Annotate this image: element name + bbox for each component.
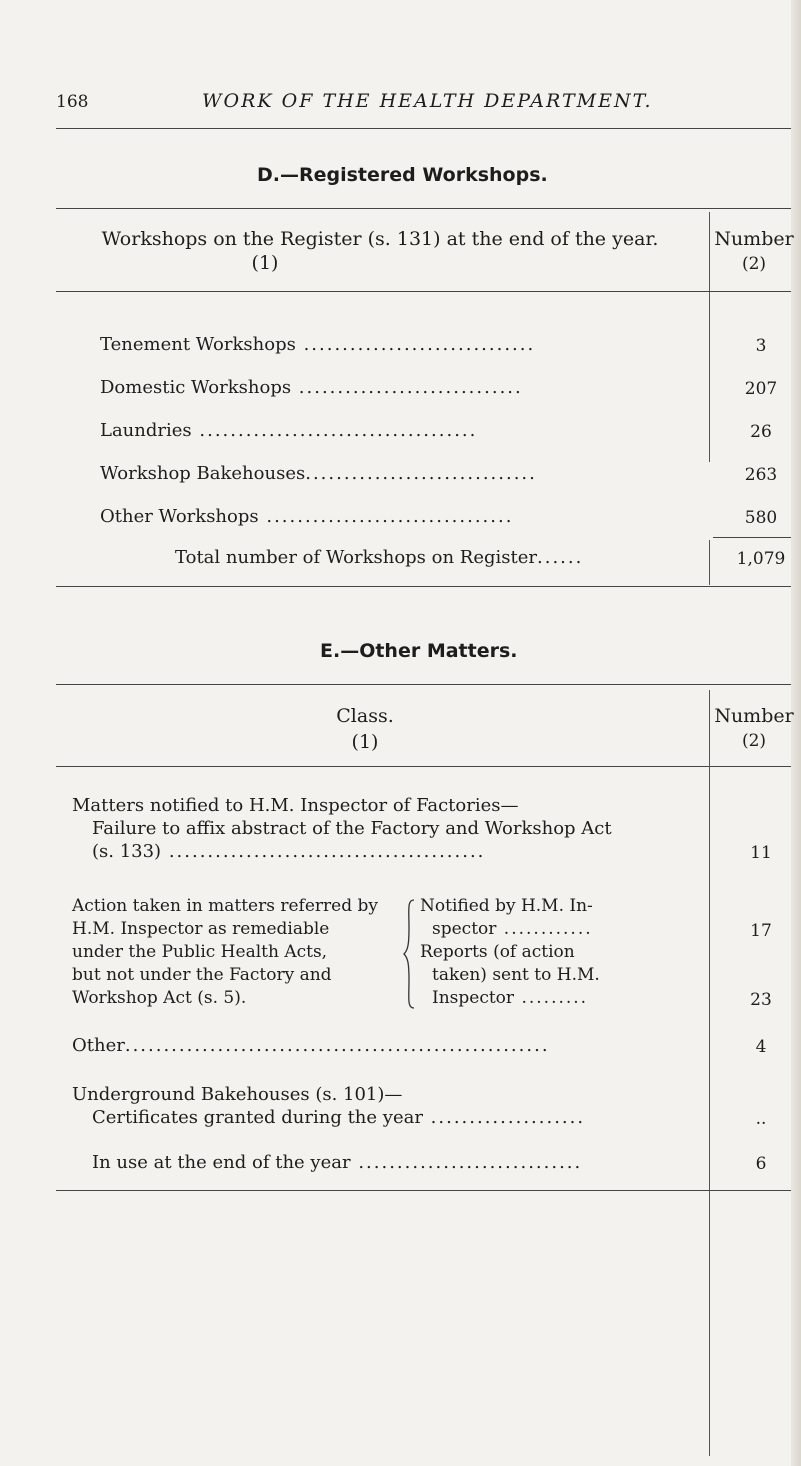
in-use-value: 6 — [755, 1154, 767, 1174]
in-use-label: In use at the end of the year ............................. — [92, 1152, 583, 1173]
action-line-4: but not under the Factory and — [72, 965, 332, 985]
total-rule — [713, 537, 791, 538]
matters-line-2: Failure to affix abstract of the Factory and Workshop Act — [92, 818, 612, 839]
total-label: Total number of Workshops on Register...... — [175, 547, 584, 568]
section-e-col1-sub: (1) — [351, 731, 379, 753]
section-d-bottom-rule — [56, 586, 791, 587]
reports-line-2: taken) sent to H.M. — [432, 965, 600, 985]
section-d-col2-header: Number — [714, 228, 794, 250]
section-e-title: E.—Other Matters. — [320, 640, 518, 662]
section-e-col2-header: Number — [714, 705, 794, 727]
reports-value: 23 — [750, 990, 772, 1010]
notified-value: 17 — [750, 921, 772, 941]
running-title: WORK OF THE HEALTH DEPARTMENT. — [202, 90, 653, 112]
notified-line-2: spector ............ — [432, 919, 593, 939]
section-d-top-rule — [56, 208, 791, 209]
action-line-3: under the Public Health Acts, — [72, 942, 328, 962]
reports-line-3: Inspector ......... — [432, 988, 589, 1008]
section-d-col1-header: Workshops on the Register (s. 131) at the end of the year. — [101, 228, 659, 250]
section-e-top-rule — [56, 684, 791, 685]
section-d-column-divider — [709, 212, 710, 462]
section-d-column-divider-lower — [709, 540, 710, 585]
table-row-value: 207 — [744, 379, 778, 399]
header-rule — [56, 128, 791, 129]
table-row-label: Other Workshops ................................ — [100, 506, 514, 527]
section-e-col1-header: Class. — [336, 705, 394, 727]
section-e-header-rule — [56, 766, 791, 767]
action-line-2: H.M. Inspector as remediable — [72, 919, 330, 939]
underground-line-2: Certificates granted during the year .................... — [92, 1107, 586, 1128]
table-row-label: Workshop Bakehouses.............................. — [100, 463, 537, 484]
table-row-value: 580 — [744, 508, 778, 528]
other-value: 4 — [755, 1037, 767, 1057]
underground-value: .. — [755, 1109, 767, 1129]
section-d-col2-sub: (2) — [741, 254, 767, 274]
matters-line-3: (s. 133) ......................................... — [92, 841, 486, 862]
section-d-col1-sub: (1) — [251, 252, 279, 274]
brace-icon — [402, 898, 418, 1010]
action-line-5: Workshop Act (s. 5). — [72, 988, 247, 1008]
underground-line-1: Underground Bakehouses (s. 101)— — [72, 1084, 403, 1105]
other-label: Other....................................................... — [72, 1035, 550, 1056]
section-e-column-divider — [709, 690, 710, 1456]
section-e-col2-sub: (2) — [741, 731, 767, 751]
section-d-header-rule — [56, 291, 791, 292]
table-row-label: Tenement Workshops .............................. — [100, 334, 536, 355]
notified-line-1: Notified by H.M. In- — [420, 896, 593, 916]
table-row-value: 26 — [750, 422, 772, 442]
table-row-label: Domestic Workshops ............................. — [100, 377, 523, 398]
reports-line-1: Reports (of action — [420, 942, 575, 962]
table-row-value: 3 — [755, 336, 767, 356]
action-line-1: Action taken in matters referred by — [72, 896, 378, 916]
matters-line-1: Matters notified to H.M. Inspector of Factories— — [72, 795, 519, 816]
table-row-value: 263 — [744, 465, 778, 485]
section-e-bottom-rule — [56, 1190, 791, 1191]
total-value: 1,079 — [736, 549, 786, 569]
page-number: 168 — [56, 92, 89, 112]
section-d-title: D.—Registered Workshops. — [257, 164, 548, 186]
table-row-label: Laundries .................................... — [100, 420, 478, 441]
matters-value: 11 — [750, 843, 772, 863]
